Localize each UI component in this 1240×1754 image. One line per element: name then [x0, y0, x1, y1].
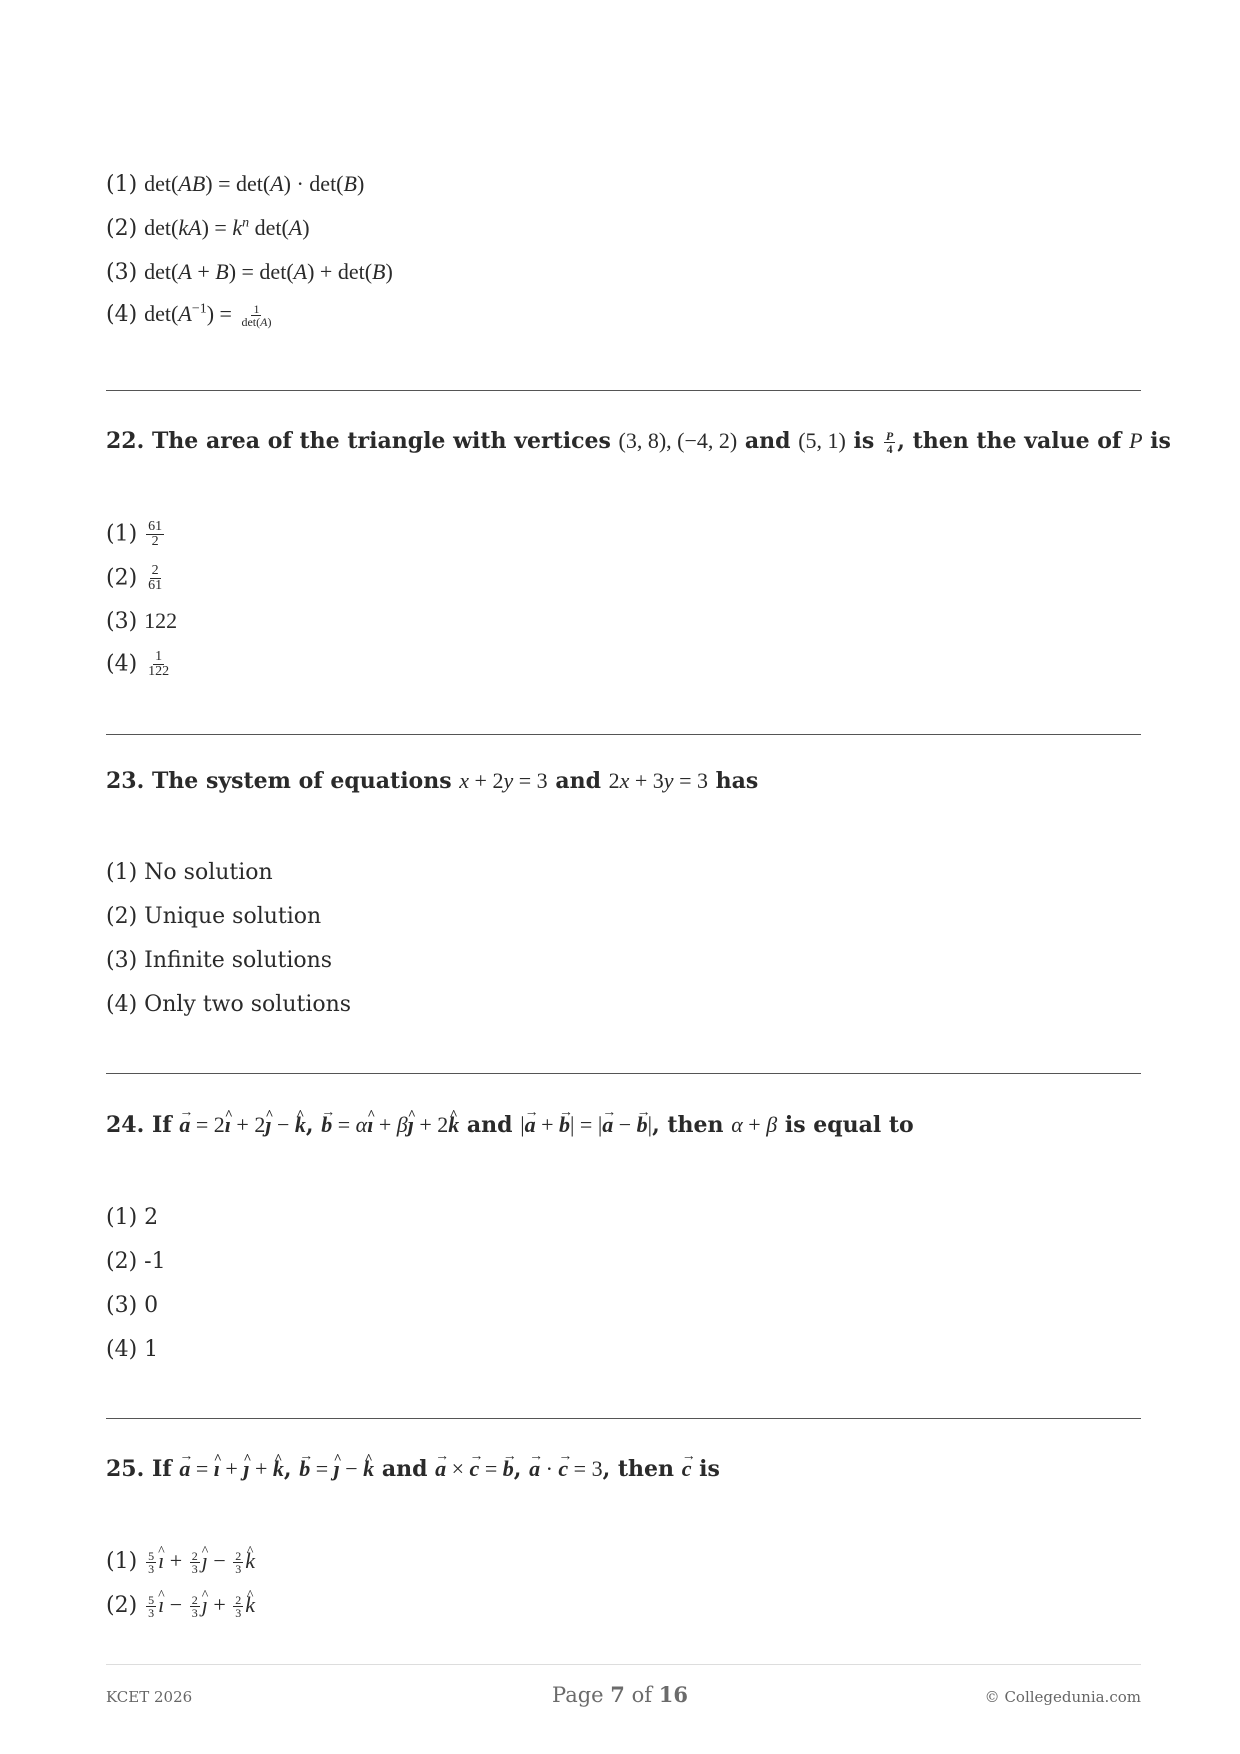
- q23-option-3[interactable]: [106, 947, 332, 975]
- divider: [106, 1073, 1141, 1074]
- q21-option-1[interactable]: (1) det(AB) = det(A) · det(B): [106, 171, 365, 197]
- q21-option-3[interactable]: (3) det(A + B) = det(A) + det(B): [106, 259, 393, 285]
- q23-option-4[interactable]: [106, 991, 351, 1019]
- q23-question: 23. The system of equations x + 2y = 3 and 2x + 3y = 3 has: [106, 768, 759, 794]
- q25-option-1[interactable]: (1) $\frac{5}{3}$ ^ ı + $\frac{2}{3}$ ^ ȷ − $\frac{2}{3}$ ^ k: [106, 1547, 255, 1576]
- page-indicator: Page 7 of 16: [552, 1682, 688, 1707]
- option-number: (1): [106, 521, 138, 547]
- q24-question: 24. If → a = 2^ ı + 2^ ȷ − ^ k, → b = α^ ı + β^ ȷ + 2^ k and |→ a + → b| = |→ a − → b|, then α + β is equal to: [106, 1110, 914, 1140]
- option-number: (4): [106, 992, 138, 1017]
- footer-exam-name: KCET 2026: [106, 1688, 193, 1706]
- option-text: 1: [144, 1337, 159, 1362]
- question-number: 22.: [106, 428, 145, 454]
- option-text: Only two solutions: [144, 992, 352, 1017]
- q22-option-4[interactable]: (4) $\frac{1}{122}$: [106, 649, 170, 679]
- option-text: 0: [144, 1293, 159, 1318]
- divider: [106, 390, 1141, 391]
- q23-option-1[interactable]: [106, 859, 273, 887]
- question-number: 25.: [106, 1456, 145, 1482]
- option-number: (1): [106, 860, 138, 885]
- option-number: (2): [106, 216, 138, 241]
- q25-question: 25. If → a = ^ ı + ^ ȷ + ^ k, → b = ^ ȷ − ^ k and → a × → c = → b, → a · → c = 3, then → c is: [106, 1454, 720, 1484]
- q21-option-2[interactable]: (2) $\det(kA) = k^n$ det(A): [106, 215, 310, 241]
- option-number: (1): [106, 1205, 138, 1230]
- option-number: (2): [106, 1249, 138, 1274]
- q24-option-3[interactable]: [106, 1292, 158, 1320]
- option-number: (1): [106, 1549, 138, 1574]
- q21-option-4[interactable]: (4) $\det(A^{-1})$ = $\frac{1}{\det(A)}$: [106, 301, 272, 329]
- q22-question: 22. The area of the triangle with vertices (3, 8), (−4, 2) and (5, 1) is $\frac{P}{4}$ , then the value of P is: [106, 428, 1171, 456]
- footer-copyright: © Collegedunia.com: [984, 1688, 1141, 1706]
- option-number: (3): [106, 260, 138, 285]
- option-number: (1): [106, 172, 138, 197]
- option-text: Infinite solutions: [144, 948, 333, 973]
- question-number: 23.: [106, 768, 145, 794]
- q23-option-2[interactable]: [106, 903, 321, 931]
- q22-option-3[interactable]: (3) 122: [106, 608, 178, 634]
- q25-option-2[interactable]: (2) $\frac{5}{3}$ ^ ı − $\frac{2}{3}$ ^ ȷ + $\frac{2}{3}$ ^ k: [106, 1591, 255, 1620]
- q22-option-1[interactable]: (1) $\frac{61}{2}$: [106, 519, 163, 549]
- option-number: (4): [106, 651, 138, 677]
- option-number: (3): [106, 609, 138, 634]
- option-number: (3): [106, 1293, 138, 1318]
- footer-divider: [106, 1664, 1141, 1665]
- divider: [106, 734, 1141, 735]
- option-number: (2): [106, 565, 138, 591]
- option-text: 2: [144, 1205, 159, 1230]
- option-text: Unique solution: [144, 904, 322, 929]
- option-text: -1: [144, 1249, 166, 1274]
- option-number: (2): [106, 1593, 138, 1618]
- q24-option-2[interactable]: [106, 1248, 166, 1276]
- option-number: (2): [106, 904, 138, 929]
- divider: [106, 1418, 1141, 1419]
- q24-option-1[interactable]: [106, 1204, 158, 1232]
- option-number: (4): [106, 302, 138, 327]
- option-text: No solution: [144, 860, 273, 885]
- option-number: (4): [106, 1337, 138, 1362]
- q24-option-4[interactable]: [106, 1336, 158, 1364]
- question-number: 24.: [106, 1112, 145, 1138]
- q22-option-2[interactable]: (2) $\frac{2}{61}$: [106, 563, 163, 593]
- option-number: (3): [106, 948, 138, 973]
